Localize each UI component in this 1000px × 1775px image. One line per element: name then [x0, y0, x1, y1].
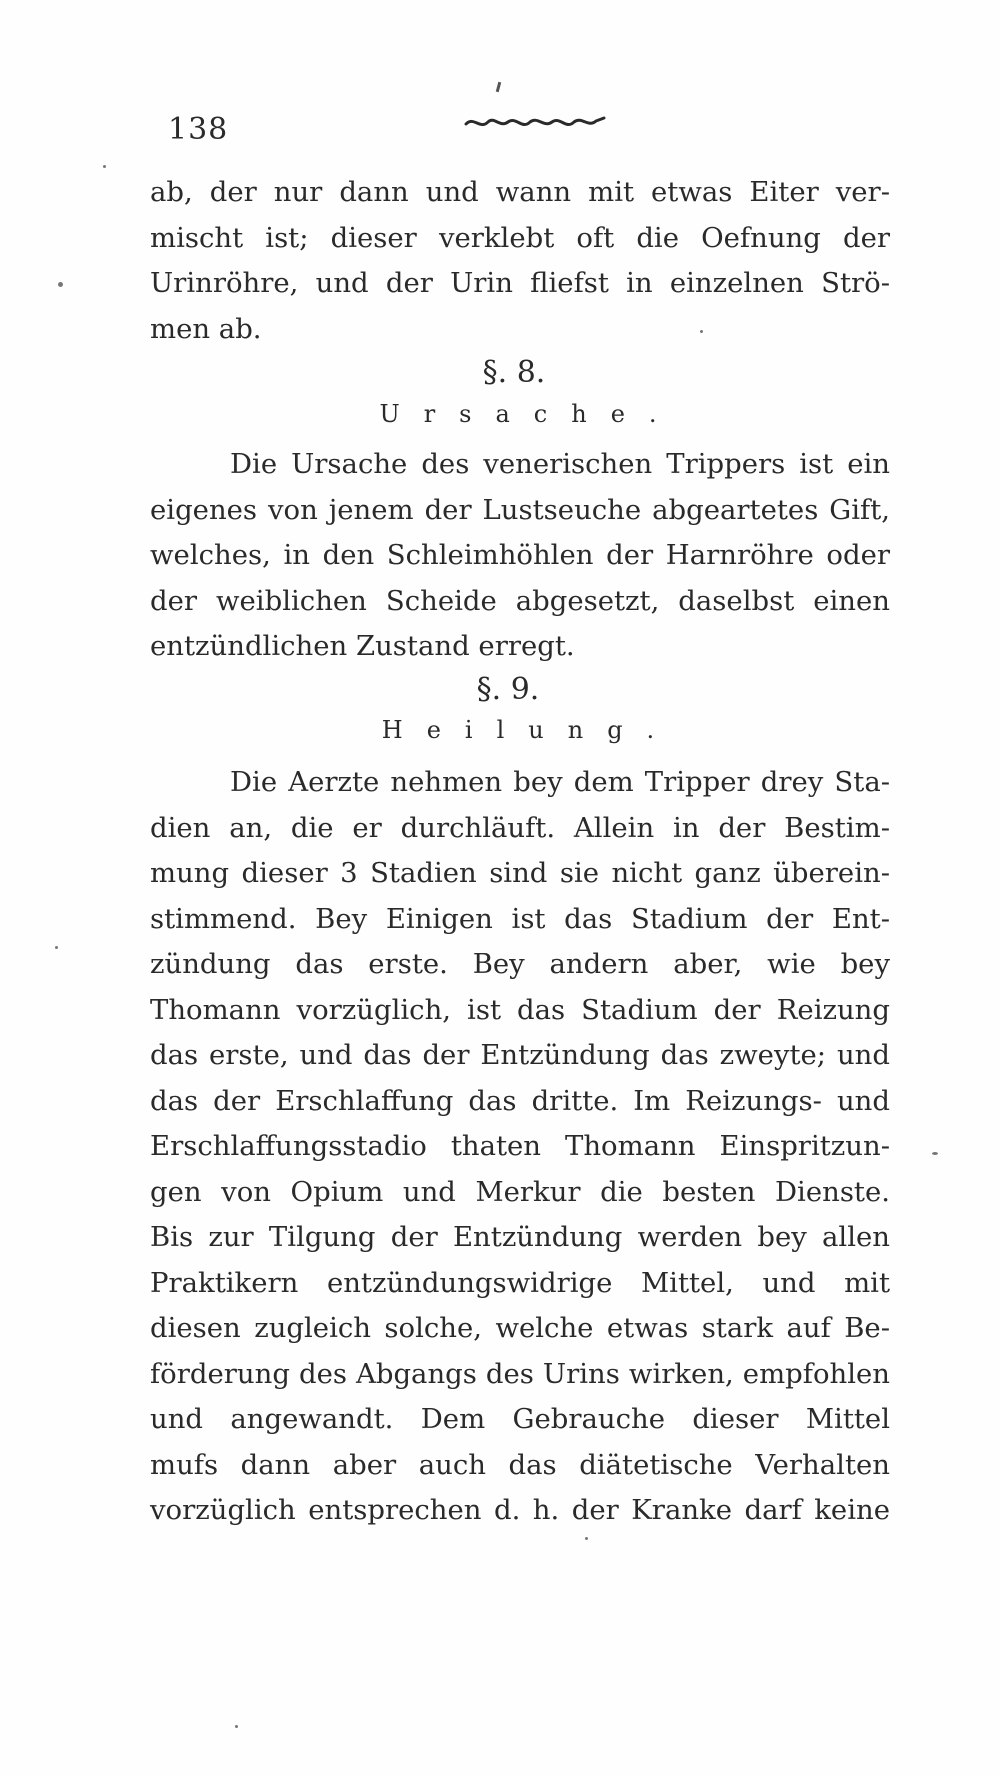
text-line: das der Erschlaffung das dritte. Im Reizungs- und — [150, 1084, 890, 1117]
text-line: Urinröhre, und der Urin fliefst in einzelnen Strö- — [150, 267, 890, 299]
scan-speck — [700, 330, 703, 333]
text-line: Thomann vorzüglich, ist das Stadium der Reizung — [150, 993, 890, 1026]
text-line: und angewandt. Dem Gebrauche dieser Mittel — [150, 1403, 890, 1435]
text-line: gen von Opium und Merkur die besten Dienste. — [150, 1175, 890, 1208]
text-line: Bis zur Tilgung der Entzündung werden bey allen — [150, 1221, 890, 1253]
section-number-9: §. 9. — [476, 672, 540, 707]
scan-speck — [235, 1725, 238, 1728]
section-9-paragraph — [150, 760, 890, 1534]
header-ornament — [462, 108, 612, 134]
text-line: zündung das erste. Bey andern aber, wie bey — [150, 948, 890, 980]
text-line: Erschlaffungsstadio thaten Thomann Einspritzun- — [150, 1130, 890, 1162]
text-line: Die Aerzte nehmen bey dem Tripper drey Sta- — [230, 766, 890, 798]
section-heading-ursache: Ursache. — [379, 400, 681, 428]
section-heading-heilung: Heilung. — [381, 716, 679, 744]
text-line: Die Ursache des venerischen Trippers ist ein — [230, 448, 890, 480]
text-line: welches, in den Schleimhöhlen der Harnröhre oder — [150, 539, 890, 571]
ink-mark — [496, 82, 501, 92]
scan-speck — [103, 165, 106, 168]
text-line: förderung des Abgangs des Urins wirken, empfohlen — [150, 1357, 890, 1390]
text-line: Praktikern entzündungswidrige Mittel, und mit — [150, 1266, 890, 1299]
text-line: entzündlichen Zustand erregt. — [150, 630, 575, 662]
scan-speck — [55, 946, 58, 949]
text-line: mufs dann aber auch das diätetische Verhalten — [150, 1448, 890, 1481]
text-line: vorzüglich entsprechen d. h. der Kranke darf keine — [150, 1494, 890, 1526]
text-line: mischt ist; dieser verklebt oft die Oefnung der — [150, 221, 890, 254]
page-number: 138 — [168, 112, 229, 147]
scan-speck — [585, 1537, 588, 1540]
text-line: stimmend. Bey Einigen ist das Stadium der Ent- — [150, 902, 890, 935]
text-line: eigenes von jenem der Lustseuche abgeartetes Gift, — [150, 493, 890, 526]
scan-speck — [932, 1152, 938, 1155]
text-line: diesen zugleich solche, welche etwas stark auf Be- — [150, 1312, 890, 1344]
text-line: dien an, die er durchläuft. Allein in der Bestim- — [150, 811, 890, 844]
scan-speck — [58, 282, 63, 287]
section-number-8: §. 8. — [482, 355, 546, 390]
section-8-paragraph — [150, 442, 890, 670]
text-line: men ab. — [150, 312, 262, 345]
text-line: der weiblichen Scheide abgesetzt, daselbst einen — [150, 584, 890, 617]
text-line: mung dieser 3 Stadien sind sie nicht ganz überein- — [150, 857, 890, 889]
text-line: das erste, und das der Entzündung das zweyte; und — [150, 1039, 890, 1071]
text-line: ab, der nur dann und wann mit etwas Eiter ver- — [150, 176, 890, 208]
continuation-paragraph — [150, 170, 890, 352]
